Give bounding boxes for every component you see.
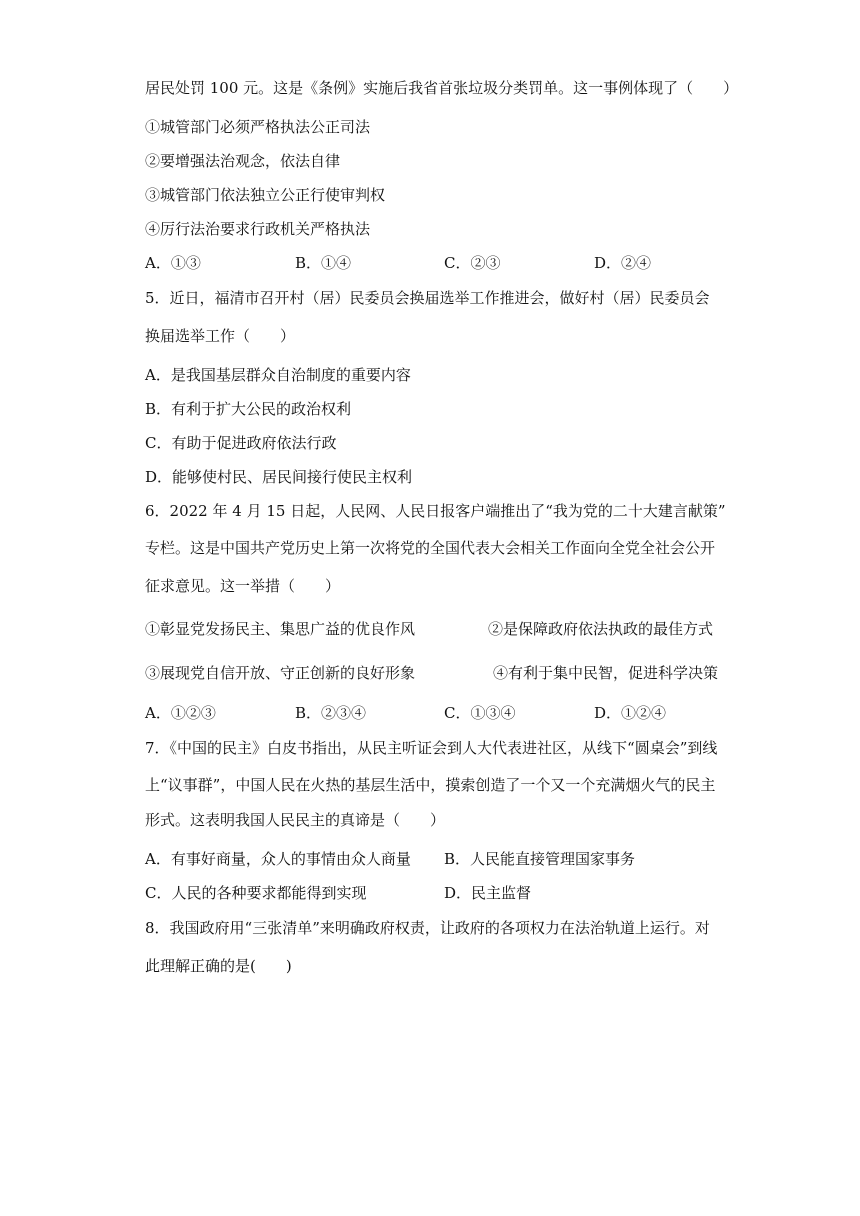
q6-statement-2: ②是保障政府依法执政的最佳方式 [488, 620, 714, 638]
q6-option-b: B．②③④ [295, 704, 367, 722]
q6-option-c: C．①③④ [444, 704, 516, 722]
q6-stem-line-1: 6．2022 年 4 月 15 日起，人民网、人民日报客户端推出了“我为党的二十大建言献策” [145, 502, 726, 520]
q5-stem-line-1: 5．近日，福清市召开村（居）民委员会换届选举工作推进会，做好村（居）民委员会 [145, 289, 710, 307]
q4-statement-4: ④厉行法治要求行政机关严格执法 [145, 220, 371, 238]
q5-option-d: D．能够使村民、居民间接行使民主权利 [145, 468, 413, 486]
q7-option-c: C．人民的各种要求都能得到实现 [145, 884, 367, 902]
q4-statement-2: ②要增强法治观念，依法自律 [145, 152, 341, 170]
q4-statement-3: ③城管部门依法独立公正行使审判权 [145, 186, 386, 204]
q7-stem-line-3: 形式。这表明我国人民民主的真谛是（ ） [145, 811, 446, 829]
q6-statement-1: ①彰显党发扬民主、集思广益的优良作风 [145, 620, 416, 638]
q4-option-b: B．①④ [295, 254, 352, 272]
q6-option-d: D．①②④ [594, 704, 667, 722]
q4-option-d: D．②④ [594, 254, 652, 272]
q5-option-a: A．是我国基层群众自治制度的重要内容 [145, 366, 411, 384]
q5-stem-line-2: 换届选举工作（ ） [145, 327, 296, 345]
q7-stem-line-2: 上“议事群”，中国人民在火热的基层生活中，摸索创造了一个又一个充满烟火气的民主 [145, 776, 716, 794]
q8-stem-line-2: 此理解正确的是( ) [145, 957, 292, 975]
q6-statement-3: ③展现党自信开放、守正创新的良好形象 [145, 664, 416, 682]
q6-stem-line-3: 征求意见。这一举措（ ） [145, 577, 341, 595]
q7-option-d: D．民主监督 [444, 884, 532, 902]
q6-statement-4: ④有利于集中民智，促进科学决策 [493, 664, 719, 682]
q4-stem: 居民处罚 100 元。这是《条例》实施后我省首张垃圾分类罚单。这一事例体现了（ ） [145, 79, 739, 97]
q6-option-a: A．①②③ [145, 704, 216, 722]
q4-option-c: C．②③ [444, 254, 501, 272]
q4-statement-1: ①城管部门必须严格执法公正司法 [145, 118, 371, 136]
q5-option-c: C．有助于促进政府依法行政 [145, 434, 337, 452]
q8-stem-line-1: 8．我国政府用“三张清单”来明确政府权责，让政府的各项权力在法治轨道上运行。对 [145, 919, 710, 937]
q6-stem-line-2: 专栏。这是中国共产党历史上第一次将党的全国代表大会相关工作面向全党全社会公开 [145, 539, 716, 557]
q7-stem-line-1: 7．《中国的民主》白皮书指出，从民主听证会到人大代表进社区，从线下“圆桌会”到线 [145, 739, 718, 757]
q7-option-b: B．人民能直接管理国家事务 [444, 850, 636, 868]
q5-option-b: B．有利于扩大公民的政治权利 [145, 400, 352, 418]
q4-option-a: A．①③ [145, 254, 201, 272]
q7-option-a: A．有事好商量，众人的事情由众人商量 [145, 850, 411, 868]
